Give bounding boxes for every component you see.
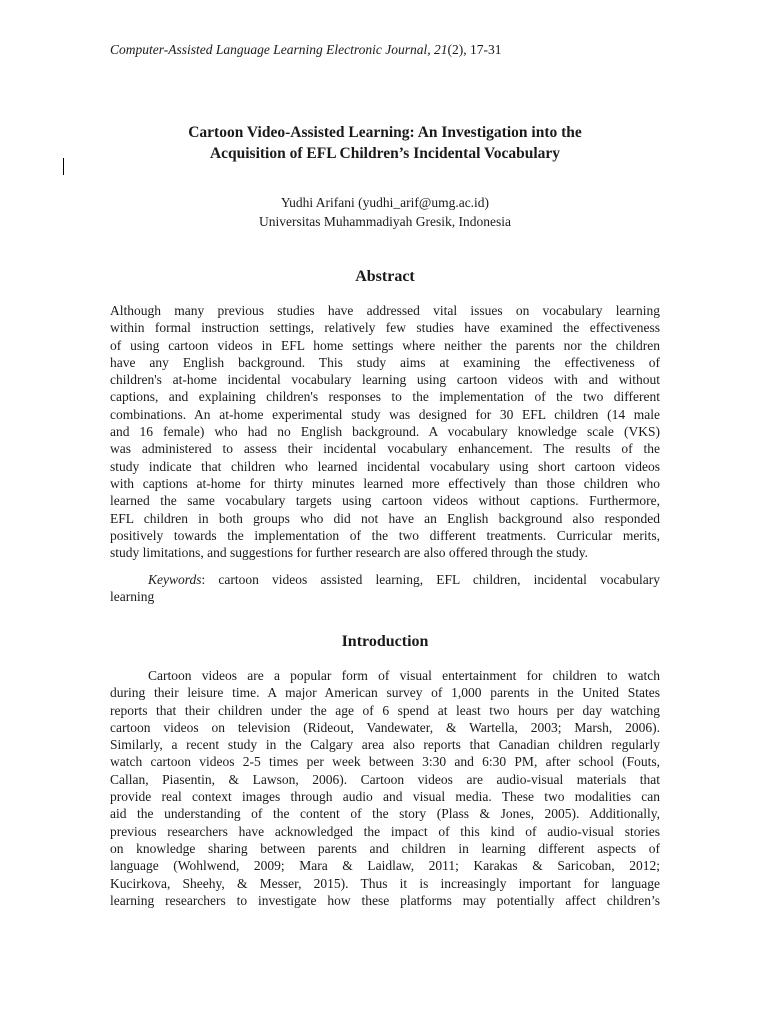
introduction-line: Similarly, a recent study in the Calgary area also reports that Canadian children regularly	[110, 737, 660, 753]
introduction-line: Cartoon videos are a popular form of visual entertainment for children to watch	[148, 668, 660, 683]
introduction-line: during their leisure time. A major American survey of 1,000 parents in the United States	[110, 685, 660, 701]
introduction-line: language (Wohlwend, 2009; Mara & Laidlaw, 2011; Karakas & Saricoban, 2012;	[110, 858, 660, 874]
abstract-line: with captions at-home for thirty minutes learned more effectively than those children who	[110, 475, 660, 491]
keywords-line-1	[110, 571, 660, 588]
keywords-line-2: learning	[110, 589, 155, 605]
introduction-line: provide real context images through audio and visual media. These two modalities can	[110, 789, 660, 805]
author-block	[110, 193, 660, 231]
abstract-heading: Abstract	[355, 268, 415, 285]
abstract-line: study indicate that children who learned incidental vocabulary using short cartoon videos	[110, 458, 660, 474]
journal-header	[110, 42, 501, 58]
paper-title-line-1: Cartoon Video-Assisted Learning: An Investigation into the	[188, 124, 582, 141]
paper-title	[110, 122, 660, 164]
abstract-line: Although many previous studies have addressed vital issues on vocabulary learning	[110, 303, 660, 318]
abstract-line: was administered to assess their incidental vocabulary enhancement. The results of the	[110, 441, 660, 457]
abstract-text	[110, 302, 660, 561]
introduction-line: aid the understanding of the content of the story (Plass & Jones, 2005). Additionally,	[110, 806, 660, 822]
introduction-line: Callan, Piasentin, & Lawson, 2006). Cartoon videos are audio-visual materials that	[110, 771, 660, 787]
abstract-line: children's at-home incidental vocabulary learning using cartoon videos with and without	[110, 372, 660, 388]
abstract-line: of using cartoon videos in EFL home settings where neither the parents nor the children	[110, 337, 660, 353]
abstract-line: positively towards the implementation of the two different treatments. Curricular merits,	[110, 527, 660, 543]
abstract-line: within formal instruction settings, relatively few studies have examined the effectiveness	[110, 320, 660, 336]
introduction-line: on knowledge sharing between parents and children in learning different aspects of	[110, 840, 660, 856]
keywords-block	[110, 571, 660, 606]
author-affiliation: Universitas Muhammadiyah Gresik, Indonesia	[259, 214, 511, 229]
text-cursor	[63, 158, 64, 175]
keywords-label: Keywords	[148, 572, 202, 587]
abstract-line: have any English background. This study aims at examining the effectiveness of	[110, 354, 660, 370]
author-name-email: Yudhi Arifani (yudhi_arif@umg.ac.id)	[280, 195, 490, 210]
abstract-line: combinations. An at-home experimental study was designed for 30 EFL children (14 male	[110, 406, 660, 422]
abstract-line: study limitations, and suggestions for further research are also offered through the study.	[110, 545, 589, 561]
introduction-line: watch cartoon videos 2-5 times per week between 3:30 and 6:30 PM, after school (Fouts,	[110, 754, 660, 770]
abstract-line: captions, and explaining children's responses to the implementation of the two different	[110, 389, 660, 405]
abstract-line: learned the same vocabulary targets using cartoon videos without captions. Furthermore,	[110, 493, 660, 509]
introduction-line: Kucirkova, Sheehy, & Messer, 2015). Thus it is increasingly important for language	[110, 875, 660, 891]
introduction-line: cartoon videos on television (Rideout, Vandewater, & Wartella, 2003; Marsh, 2006).	[110, 719, 660, 735]
journal-name: Computer-Assisted Language Learning Electronic Journal,	[110, 42, 434, 57]
keywords-list: : cartoon videos assisted learning, EFL children, incidental vocabulary	[201, 572, 660, 587]
introduction-line: learning researchers to investigate how these platforms may potentially affect children’s	[110, 892, 660, 908]
journal-volume: 21	[433, 42, 448, 57]
abstract-line: EFL children in both groups who did not have an English background also responded	[110, 510, 660, 526]
introduction-line: previous researchers have acknowledged the impact of this kind of audio-visual stories	[110, 823, 660, 839]
abstract-line: and 16 female) who had no English background. A vocabulary knowledge scale (VKS)	[110, 424, 660, 440]
introduction-text	[110, 667, 660, 909]
paper-title-line-2: Acquisition of EFL Children’s Incidental Vocabulary	[209, 145, 561, 162]
journal-issue-pages: (2), 17-31	[447, 42, 502, 57]
introduction-line: reports that their children under the age of 6 spend at least two hours per day watching	[110, 702, 660, 718]
introduction-heading: Introduction	[341, 633, 429, 650]
